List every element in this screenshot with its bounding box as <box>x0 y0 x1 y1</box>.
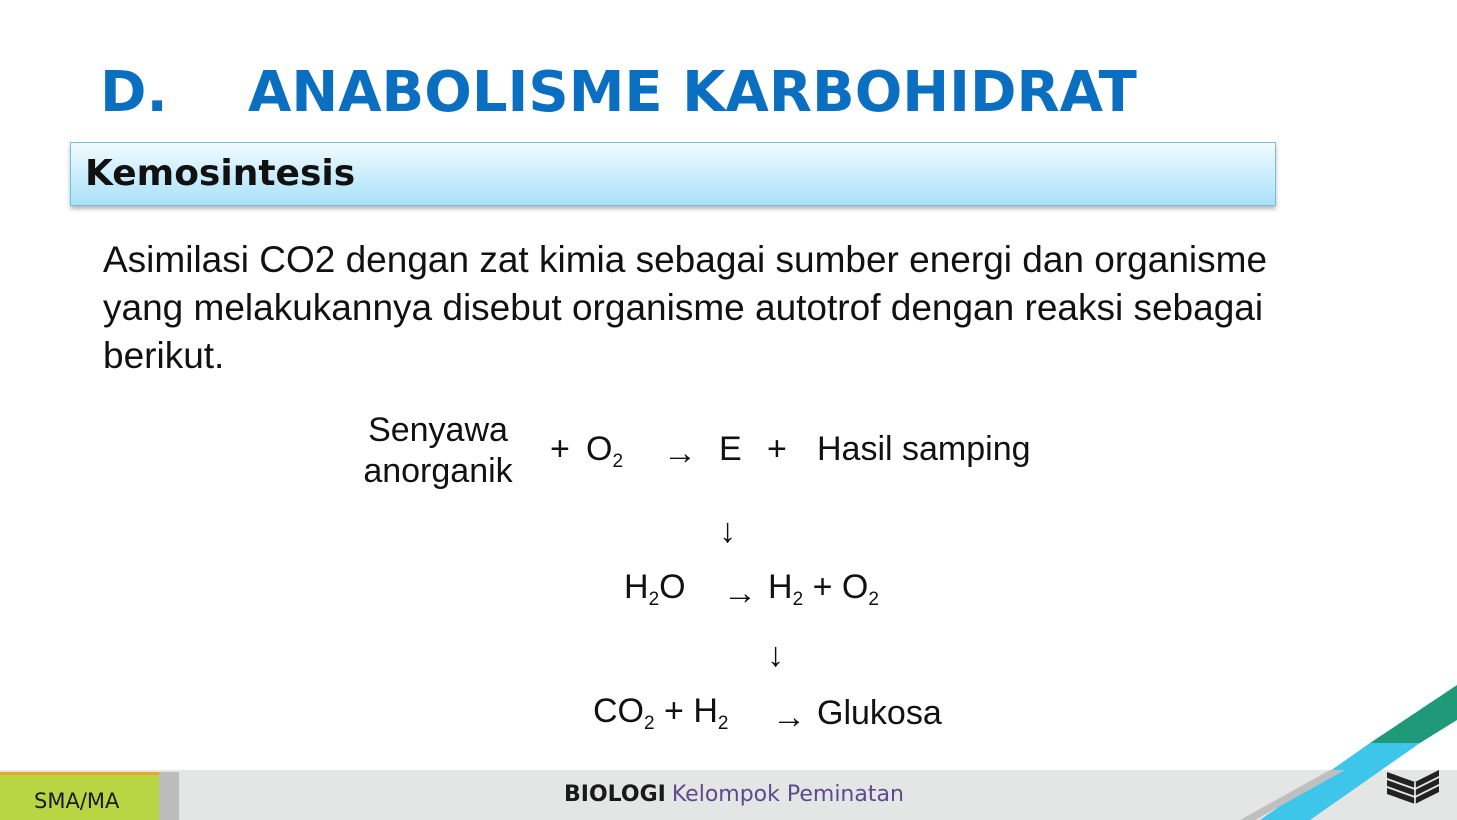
eq3-h: H <box>693 692 718 730</box>
eq2-h: H <box>624 568 649 606</box>
footer-subject <box>564 782 904 807</box>
eq2-o2-sub: 2 <box>868 589 879 610</box>
eq2-plus: + <box>812 568 833 606</box>
title-text: ANABOLISME KARBOHIDRAT <box>248 60 1137 125</box>
eq1-plus-1: + <box>550 430 570 468</box>
eq3-h-sub: 2 <box>717 713 729 734</box>
subtitle-bar <box>70 142 1276 206</box>
footer-level-badge <box>0 772 159 820</box>
reactant-line-1: Senyawa <box>368 411 508 449</box>
eq1-plus-2: + <box>767 430 787 468</box>
corner-teal-stripe <box>1370 685 1457 743</box>
down-arrow-1: ↓ <box>719 512 736 550</box>
footer-level: SMA/MA <box>34 789 120 813</box>
subtitle: Kemosintesis <box>85 153 356 194</box>
footer-divider <box>159 772 179 820</box>
eq1-oxygen <box>586 430 623 473</box>
title-letter: D. <box>100 60 168 125</box>
eq1-o: O <box>586 430 613 468</box>
eq3-arrow: → <box>772 698 806 736</box>
eq1-arrow: → <box>663 434 697 472</box>
footer-subject-name: BIOLOGI <box>564 782 666 807</box>
eq3-co: CO <box>593 692 644 730</box>
eq2-arrow: → <box>723 574 757 612</box>
eq3-plus: + <box>664 692 684 730</box>
eq1-byproduct: Hasil samping <box>817 430 1031 468</box>
footer-group: Kelompok Peminatan <box>671 782 904 807</box>
corner-decoration <box>1220 680 1457 820</box>
eq2-o2: O <box>841 568 869 606</box>
eq2-h2-sub: 2 <box>792 589 804 610</box>
eq2-water <box>624 568 686 611</box>
eq1-o-sub: 2 <box>612 451 624 472</box>
reactant-label <box>350 410 526 492</box>
eq2-o: O <box>659 568 686 606</box>
eq3-co-sub: 2 <box>644 713 655 734</box>
eq2-h-sub: 2 <box>648 589 660 610</box>
reactant-line-2: anorganik <box>363 452 513 490</box>
eq3-reactants <box>593 692 728 735</box>
slide-title <box>100 60 1137 125</box>
eq1-energy: E <box>719 430 742 468</box>
eq2-h2: H <box>768 568 793 606</box>
body-paragraph: Asimilasi CO2 dengan zat kimia sebagai sumber energi dan organisme yang melakukannya disebut organisme autotrof dengan reaksi sebagai berikut. <box>103 239 1268 376</box>
down-arrow-2: ↓ <box>767 636 784 674</box>
eq2-products <box>768 568 879 611</box>
eq3-product: Glukosa <box>817 694 942 732</box>
